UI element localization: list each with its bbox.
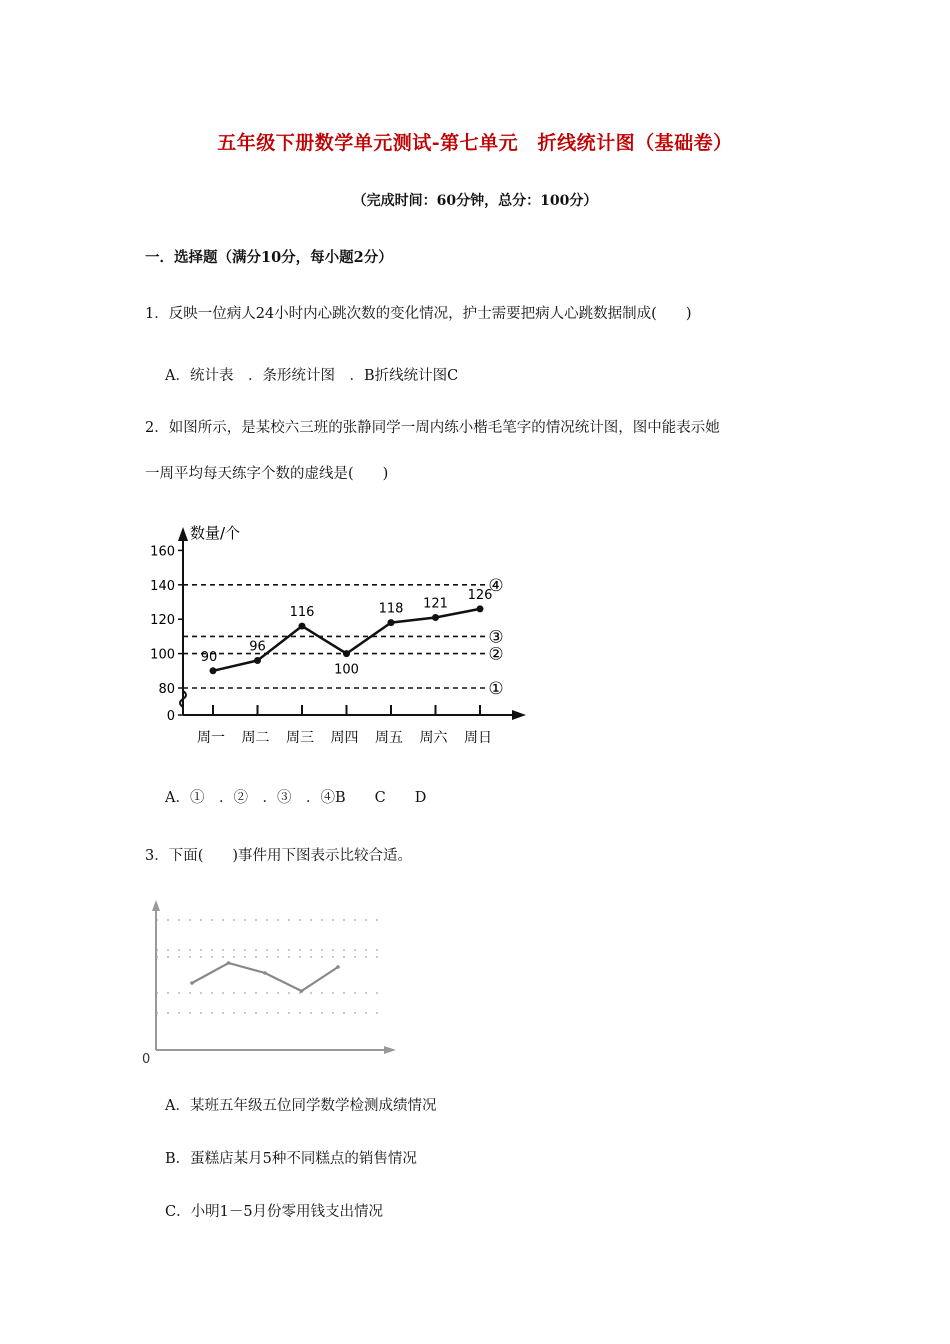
reference-line-label: ③	[488, 627, 504, 648]
question-3-option-a: A．某班五年级五位同学数学检测成绩情况	[165, 1098, 437, 1114]
x-tick-label: 周日	[464, 730, 492, 746]
data-point	[254, 657, 261, 664]
reference-line-label: ②	[488, 644, 504, 665]
x-tick-label: 周五	[375, 730, 403, 746]
section-heading: 一．选择题（满分10分，每小题2分）	[145, 249, 393, 266]
data-label: 118	[378, 601, 404, 617]
x-axis-arrow	[384, 1046, 396, 1054]
x-axis-arrow	[512, 710, 526, 720]
question-1-stem: 1．反映一位病人24小时内心跳次数的变化情况，护士需要把病人心跳数据制成( )	[145, 306, 692, 322]
data-label: 96	[249, 639, 266, 655]
question-2-stem-line2: 一周平均每天练字个数的虚线是( )	[145, 466, 389, 482]
chart-series	[190, 961, 340, 993]
data-point	[432, 614, 439, 621]
question-2-stem-line1: 2．如图所示，是某校六三班的张静同学一周内练小楷毛笔字的情况统计图，图中能表示她	[145, 420, 720, 436]
y-tick-label: 100	[150, 647, 175, 663]
data-point	[299, 623, 306, 630]
y-axis-arrow	[178, 527, 188, 541]
question-3-stem: 3．下面( )事件用下图表示比较合适。	[145, 848, 413, 864]
data-point	[190, 981, 194, 985]
x-tick-label: 周四	[330, 730, 359, 746]
data-point	[388, 619, 395, 626]
question-3-option-c: C．小明1－5月份零用钱支出情况	[165, 1204, 384, 1220]
page-title: 五年级下册数学单元测试-第七单元 折线统计图（基础卷）	[217, 132, 733, 154]
data-label: 121	[423, 596, 448, 612]
y-tick-label: 160	[150, 544, 175, 560]
y-tick-label: 80	[158, 682, 175, 697]
y-axis-arrow	[152, 900, 160, 911]
data-label: 126	[467, 587, 493, 603]
y-tick-label: 140	[150, 578, 175, 594]
data-label: 90	[200, 649, 218, 665]
data-point	[263, 971, 267, 975]
question-2-options: A．① ．② ．③ ．④B C D	[165, 790, 427, 806]
reference-line-label: ④	[488, 575, 504, 596]
data-point	[210, 667, 217, 674]
data-point	[343, 650, 350, 657]
exam-info: （完成时间：60分钟，总分：100分）	[352, 193, 598, 209]
data-point	[336, 965, 340, 969]
x-tick-label: 周二	[241, 730, 270, 746]
question-2-line-chart	[140, 515, 540, 755]
y-axis-label: 数量/个	[190, 524, 241, 542]
data-label: 100	[334, 662, 359, 678]
question-3-option-b: B．蛋糕店某月5种不同糕点的销售情况	[165, 1151, 417, 1167]
data-point	[300, 989, 304, 993]
reference-line-label: ①	[488, 679, 504, 699]
data-label: 116	[289, 605, 315, 621]
data-point	[477, 605, 484, 612]
y-tick-label: 120	[150, 613, 175, 629]
x-tick-label: 周一	[197, 730, 225, 746]
origin-label: 0	[142, 1052, 151, 1067]
data-point	[227, 961, 231, 965]
question-3-line-chart	[138, 895, 408, 1070]
question-1-options: A．统计表 ．条形统计图 ．B折线统计图C	[165, 368, 459, 384]
series-line	[192, 963, 338, 991]
y-tick-label: 0	[166, 709, 175, 724]
x-tick-label: 周六	[419, 730, 448, 746]
x-tick-label: 周三	[286, 730, 314, 746]
chart-series	[201, 588, 493, 678]
chart-reference-lines	[183, 576, 504, 699]
